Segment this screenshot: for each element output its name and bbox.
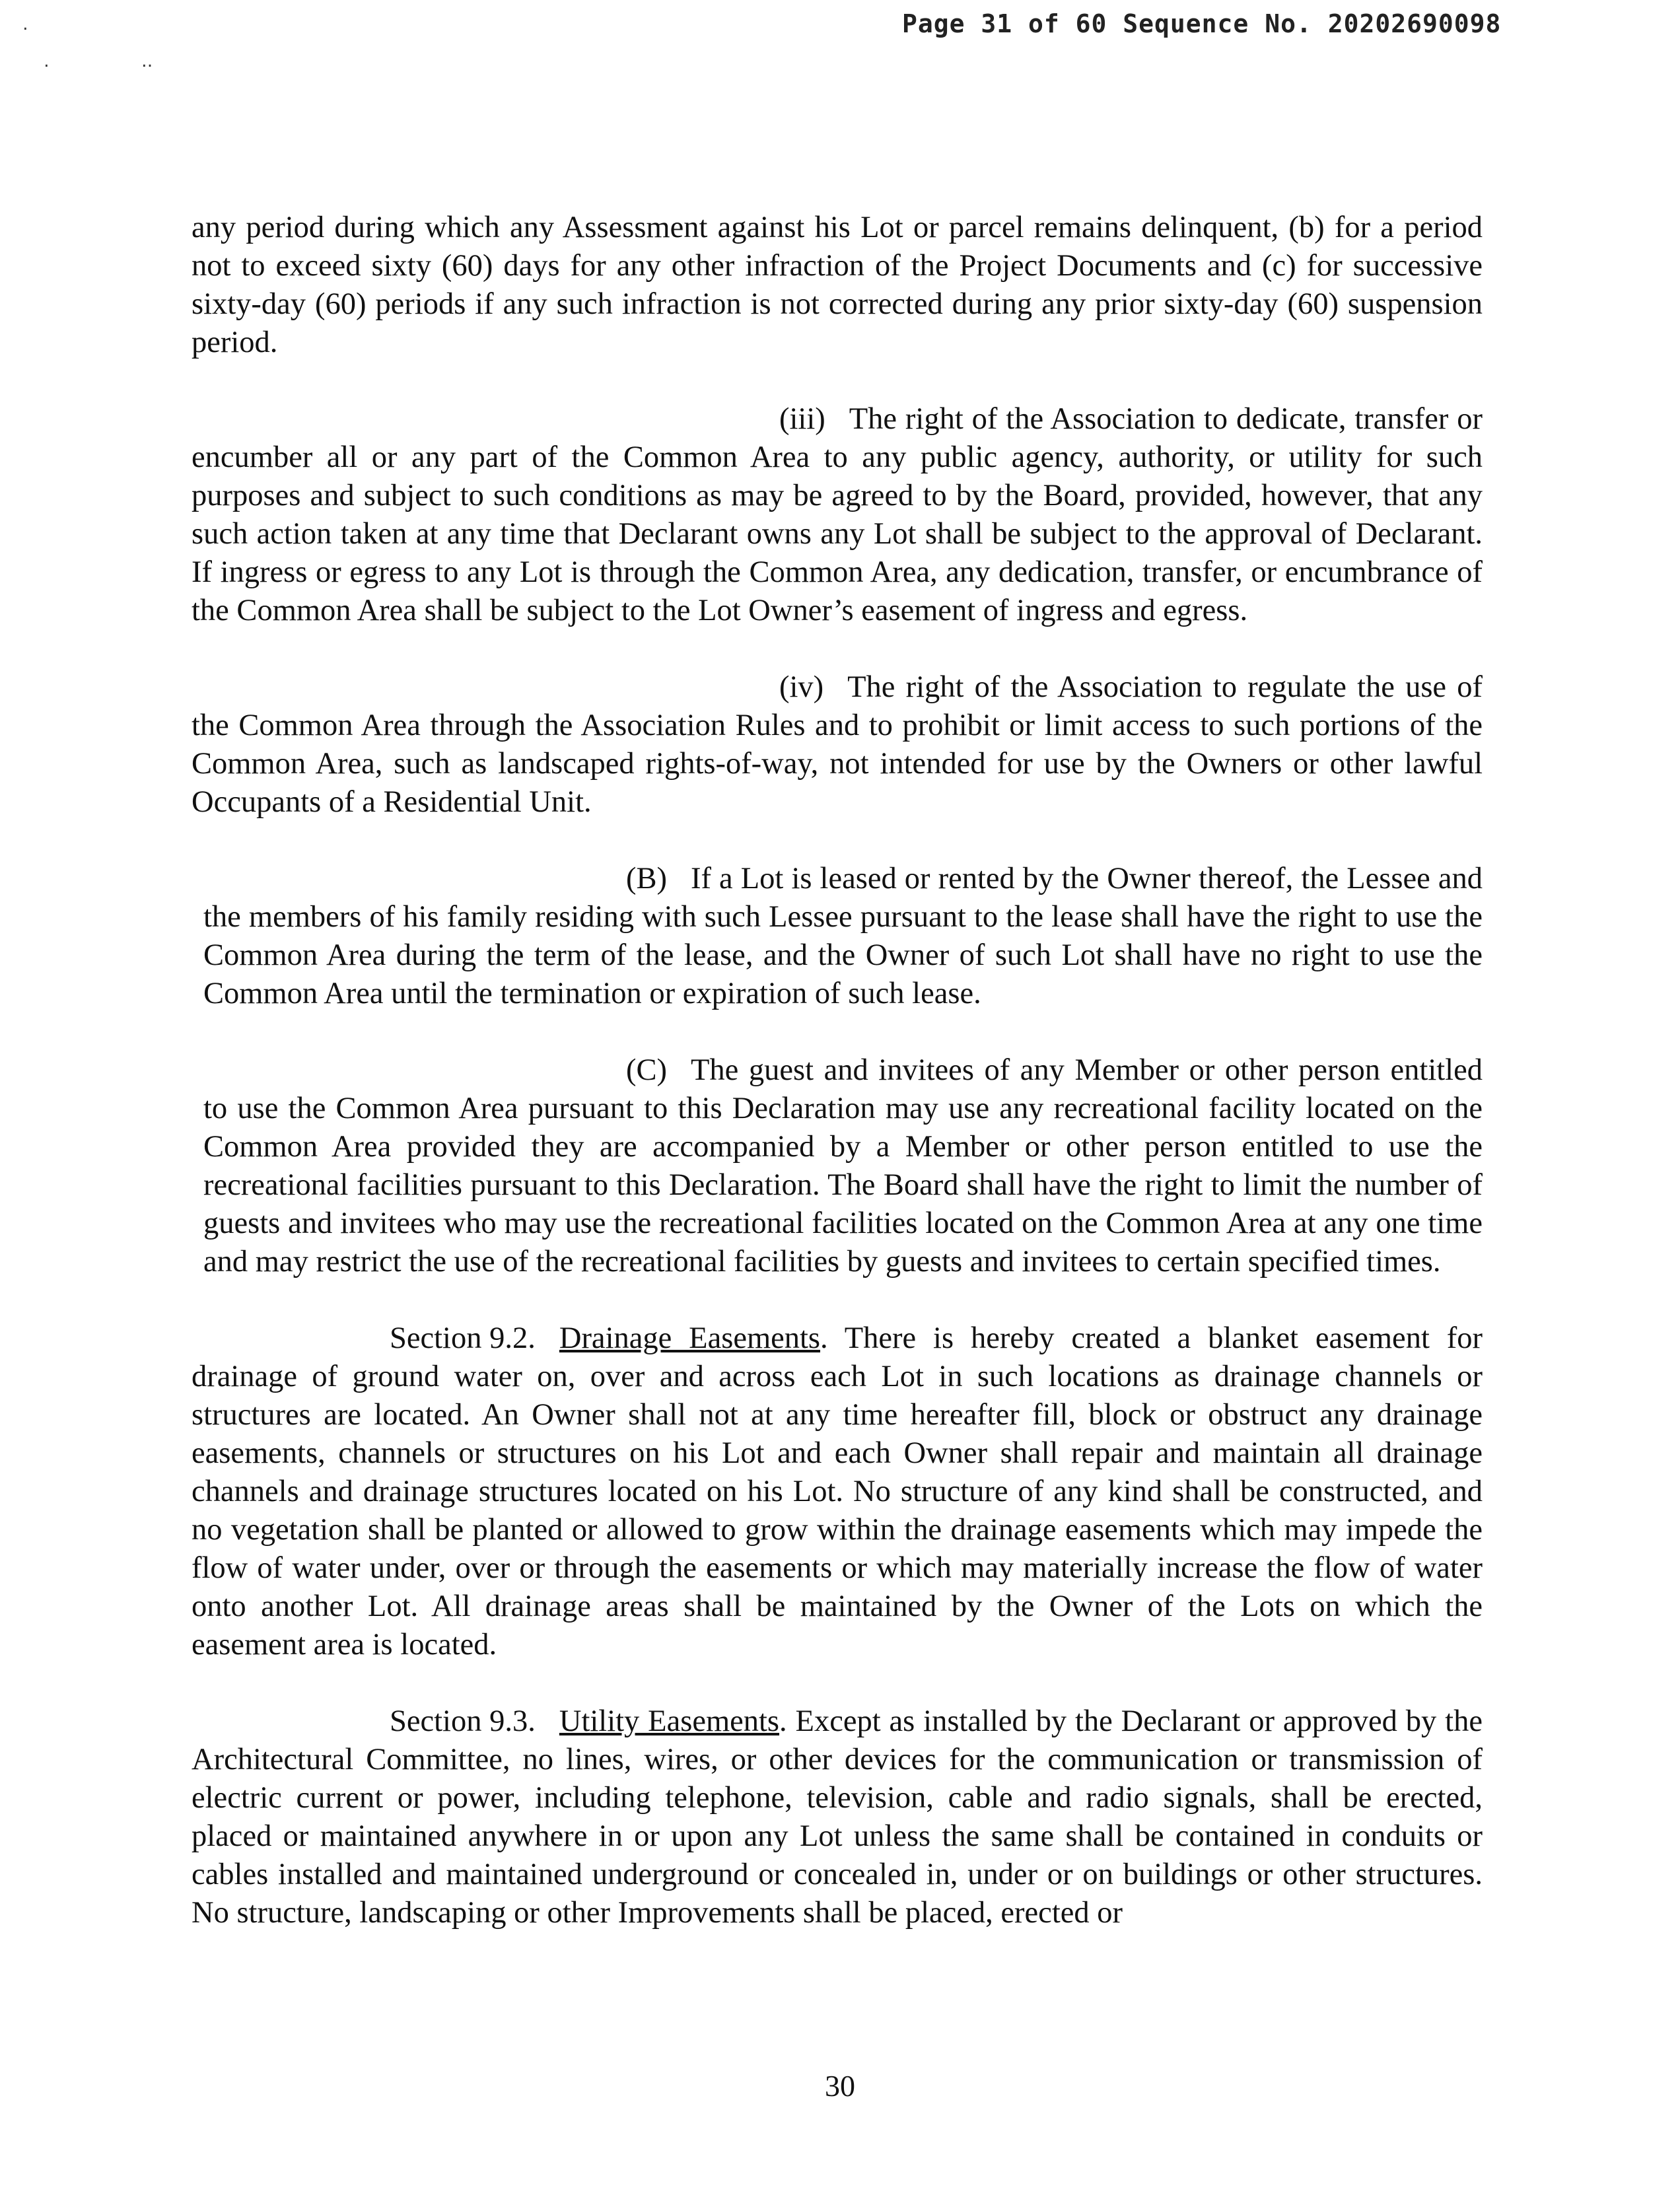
scan-artifact: ․: [22, 15, 28, 34]
paragraph-text: The guest and invitees of any Member or other person entitled to use the Common Area pursuant to this Declaration may use any recreational facility located on the Common Area provided they are accompanied by a Member or other person entitled to use the recreational facilities pursuant to this Declaration. The Board shall have the right to limit the number of guests and invitees who may use the recreational facilities located on the Common Area at any one time and may restrict the use of the recreational facilities by guests and invitees to certain specified times.: [203, 1053, 1483, 1279]
paragraph-item-c: [192, 1051, 1483, 1281]
item-number: (C): [626, 1053, 667, 1087]
paragraph-item-b: [192, 860, 1483, 1013]
paragraph-continuation: [192, 209, 1483, 362]
paragraph-text: any period during which any Assessment against his Lot or parcel remains delinquent, (b) for a period not to exceed sixty (60) days for any other infraction of the Project Documents and (c) for successive sixty-day (60) periods if any such infraction is not corrected during any prior sixty-day (60) suspension period.: [192, 211, 1483, 359]
paragraph-item-iii: [192, 400, 1483, 630]
section-heading: Drainage Easements: [559, 1321, 821, 1355]
paragraph-text: The right of the Association to regulate the use of the Common Area through the Association Rules and to prohibit or limit access to such portions of the Common Area, such as landscaped rights-of-way, not intended for use by the Owners or other lawful Occupants of a Residential Unit.: [192, 670, 1483, 819]
section-label: Section 9.3.: [390, 1704, 536, 1738]
page-number: 30: [825, 2069, 855, 2103]
section-9-2: [192, 1319, 1483, 1664]
scan-artifact: ․: [44, 52, 50, 71]
section-text: . Except as installed by the Declarant or approved by the Architectural Committee, no lines, wires, or other devices for the communication or transmission of electric current or power, including telephone, television, cable and radio signals, shall be erected, placed or maintained anywhere in or upon any Lot unless the same shall be contained in conduits or cables installed and maintained underground or concealed in, under or on buildings or other structures. No structure, landscaping or other Improvements shall be placed, erected or: [192, 1704, 1483, 1930]
section-label: Section 9.2.: [390, 1321, 536, 1355]
item-number: (B): [626, 862, 667, 895]
paragraph-text: If a Lot is leased or rented by the Owner thereof, the Lessee and the members of his family residing with such Lessee pursuant to the lease shall have the right to use the Common Area during the term of the lease, and the Owner of such Lot shall have no right to use the Common Area until the termination or expiration of such lease.: [203, 862, 1483, 1010]
item-number: (iv): [779, 670, 824, 704]
section-heading: Utility Easements: [559, 1704, 780, 1738]
page-sequence-stamp: Page 31 of 60 Sequence No. 20202690098: [902, 9, 1502, 38]
paragraph-text: The right of the Association to dedicate, transfer or encumber all or any part of the Common Area to any public agency, authority, or utility for such purposes and subject to such conditions as may be agreed to by the Board, provided, however, that any such action taken at any time that Declarant owns any Lot shall be subject to the approval of Declarant. If ingress or egress to any Lot is through the Common Area, any dedication, transfer, or encumbrance of the Common Area shall be subject to the Lot Owner’s easement of ingress and egress.: [192, 402, 1483, 627]
document-page: [192, 209, 1483, 1971]
section-text: . There is hereby created a blanket easement for drainage of ground water on, over and across each Lot in such locations as drainage channels or structures are located. An Owner shall not at any time hereafter fill, block or obstruct any drainage easements, channels or structures on his Lot and each Owner shall repair and maintain all drainage channels and drainage structures located on his Lot. No structure of any kind shall be constructed, and no vegetation shall be planted or allowed to grow within the drainage easements which may impede the flow of water under, over or through the easements or which may materially increase the flow of water onto another Lot. All drainage areas shall be maintained by the Owner of the Lots on which the easement area is located.: [192, 1321, 1483, 1662]
scan-artifact: ‥: [141, 52, 153, 71]
item-number: (iii): [779, 402, 825, 436]
section-9-3: [192, 1702, 1483, 1932]
paragraph-item-iv: [192, 668, 1483, 822]
